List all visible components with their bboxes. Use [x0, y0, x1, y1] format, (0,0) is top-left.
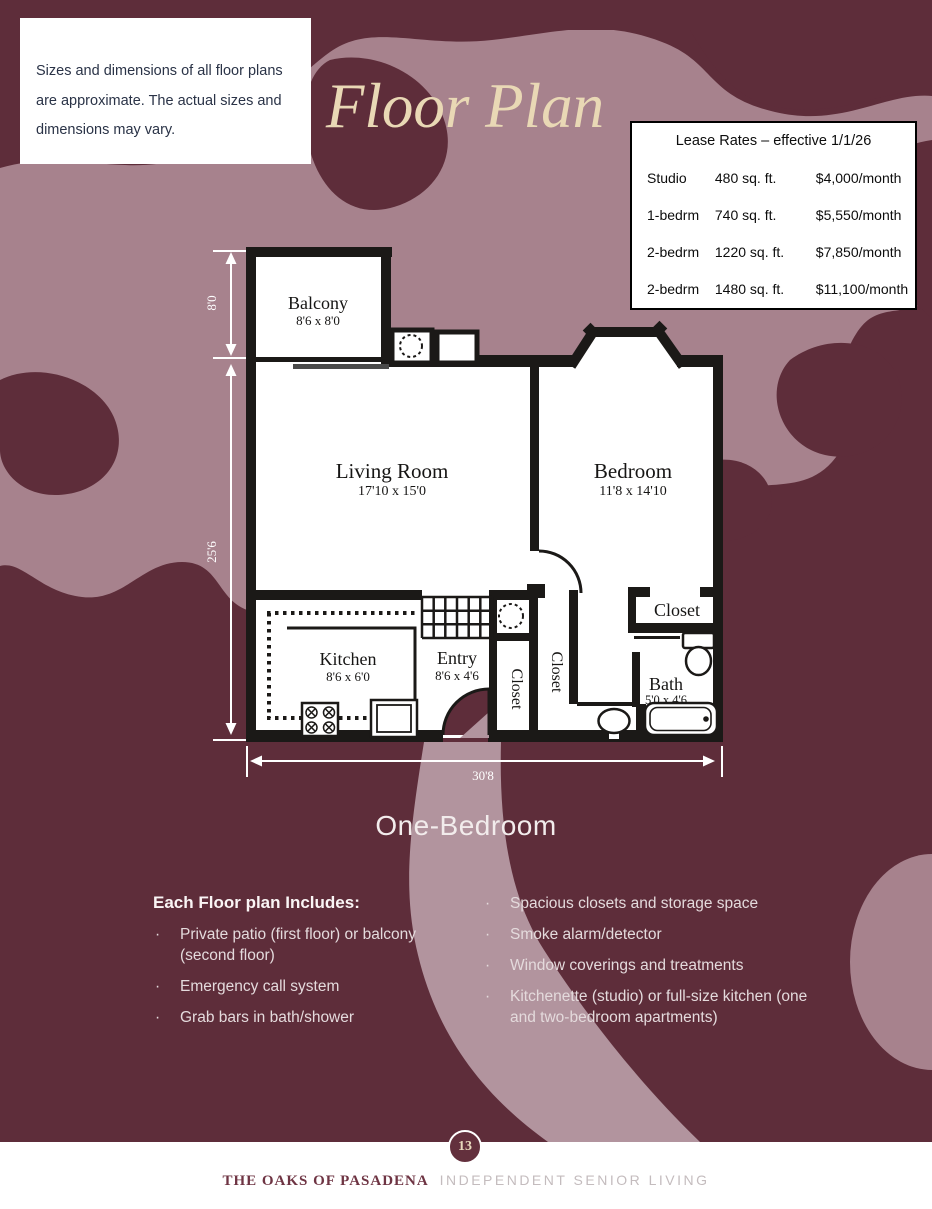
- page-number: 13: [458, 1139, 472, 1154]
- unit-type: 2-bedrm: [647, 281, 700, 297]
- bath-label: Bath: [649, 674, 683, 694]
- unit-depth-dim: 25'6: [204, 541, 219, 563]
- kitchen-label: Kitchen: [319, 649, 377, 669]
- list-item: [483, 924, 813, 945]
- feature-text: Emergency call system: [180, 978, 340, 995]
- list-item: [483, 986, 813, 1028]
- unit-size: 1480 sq. ft.: [714, 281, 785, 297]
- feature-text: Window coverings and treatments: [510, 957, 744, 974]
- living-room-dims: 17'10 x 15'0: [357, 484, 427, 499]
- features-heading: Each Floor plan Includes:: [153, 893, 360, 912]
- brand-name: THE OAKS OF PASADENA: [222, 1173, 429, 1189]
- unit-price: $5,550/month: [815, 207, 902, 223]
- balcony-dims: 8'6 x 8'0: [296, 313, 340, 328]
- unit-size: 1220 sq. ft.: [714, 244, 785, 260]
- balcony-depth-dim: 8'0: [204, 295, 219, 311]
- feature-text: Spacious closets and storage space: [510, 895, 759, 912]
- features-left-list: [153, 924, 448, 1038]
- disclaimer-box: [20, 18, 311, 164]
- bathtub: [645, 703, 717, 735]
- entry-tile-grid: [422, 597, 492, 638]
- floor-plan-name: One-Bedroom: [375, 810, 557, 841]
- stove: [302, 703, 338, 736]
- utility-boxes: [392, 330, 477, 363]
- features-right-list: [483, 893, 813, 1038]
- hall-closet-1-label: Closet: [508, 668, 525, 710]
- unit-price: $4,000/month: [815, 170, 902, 186]
- unit-type: Studio: [647, 170, 687, 186]
- feature-text: Smoke alarm/detector: [510, 926, 662, 943]
- balcony-label: Balcony: [288, 293, 348, 313]
- footer-text: [0, 1172, 932, 1190]
- toilet: [683, 633, 714, 675]
- hall-closet-2-label: Closet: [548, 651, 565, 693]
- bedroom-label: Bedroom: [593, 459, 673, 483]
- bedroom-closet-label: Closet: [653, 600, 701, 620]
- tagline: INDEPENDENT SENIOR LIVING: [439, 1172, 710, 1188]
- lease-rates-box: [630, 121, 917, 310]
- unit-size: 480 sq. ft.: [714, 170, 777, 186]
- disclaimer-text: Sizes and dimensions of all floor plans are approximate. The actual sizes and dimensions may vary.: [36, 63, 283, 138]
- feature-text: Private patio (first floor) or balcony (second floor): [180, 926, 417, 964]
- living-room-label: Living Room: [335, 459, 449, 483]
- list-item: [483, 893, 813, 914]
- page-title: Floor Plan: [325, 71, 605, 141]
- table-row: [647, 281, 915, 297]
- list-item: [483, 955, 813, 976]
- list-item: [153, 976, 448, 997]
- feature-text: Kitchenette (studio) or full-size kitchen (one and two-bedroom apartments): [510, 988, 808, 1026]
- table-row: [647, 207, 915, 223]
- table-row: [647, 170, 915, 186]
- unit-type: 2-bedrm: [647, 244, 700, 260]
- list-item: [153, 924, 448, 966]
- page-number-badge: [448, 1130, 482, 1164]
- unit-price: $7,850/month: [815, 244, 902, 260]
- unit-price: $11,100/month: [815, 281, 909, 297]
- feature-text: Grab bars in bath/shower: [180, 1009, 355, 1026]
- kitchen-dims: 8'6 x 6'0: [326, 669, 370, 684]
- entry-dims: 8'6 x 4'6: [435, 668, 479, 683]
- unit-size: 740 sq. ft.: [714, 207, 777, 223]
- list-item: [153, 1007, 448, 1028]
- table-row: [647, 244, 915, 260]
- bath-dims: 5'0 x 4'6: [644, 693, 688, 707]
- entry-label: Entry: [437, 648, 477, 668]
- bedroom-dims: 11'8 x 14'10: [599, 484, 667, 499]
- unit-width-dim: 30'8: [472, 768, 494, 783]
- unit-type: 1-bedrm: [647, 207, 700, 223]
- kitchen-sink: [371, 700, 417, 737]
- floor-plan-drawing: [195, 235, 740, 795]
- lease-rates-title: Lease Rates – effective 1/1/26: [675, 133, 872, 149]
